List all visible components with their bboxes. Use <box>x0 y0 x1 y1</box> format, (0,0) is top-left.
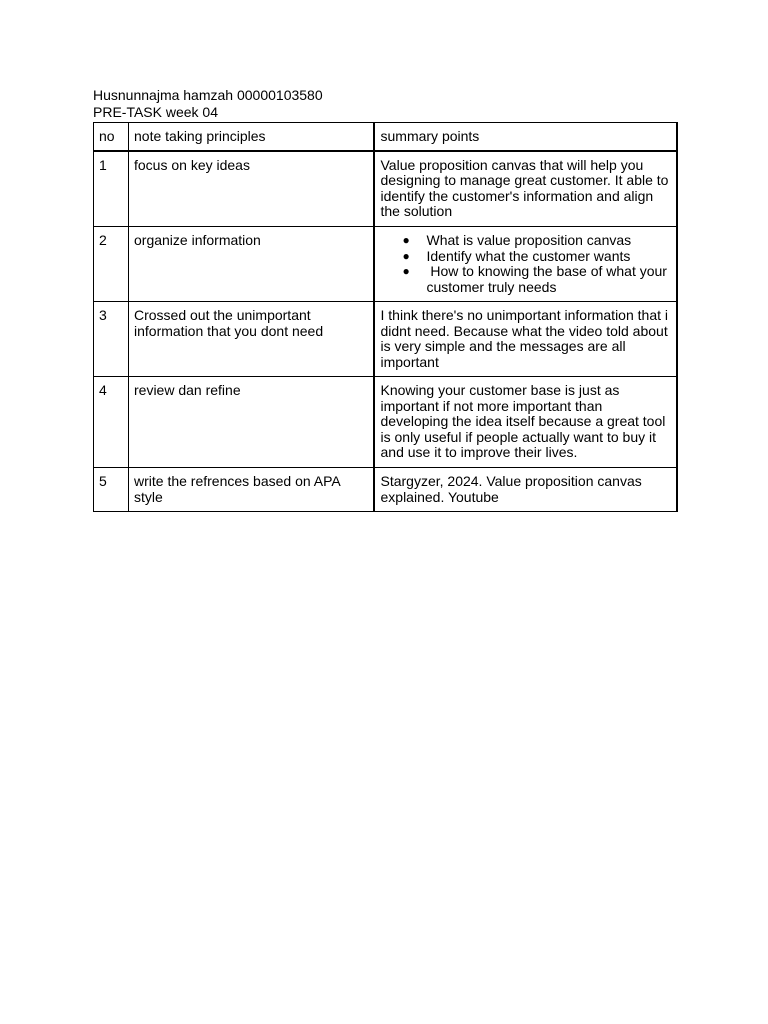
list-item: ● What is value proposition canvas <box>402 232 632 248</box>
author-line: Husnunnajma hamzah 00000103580 <box>93 87 323 103</box>
cell-principle: write the refrences based on APA style <box>129 468 374 512</box>
bullet-list <box>381 233 671 295</box>
bullet-icon: ● <box>402 264 410 278</box>
header-summary: summary points <box>374 123 677 151</box>
table-row <box>94 302 677 377</box>
cell-principle: focus on key ideas <box>129 151 374 227</box>
list-item: ● How to knowing the base of what your customer truly needs <box>402 263 671 295</box>
cell-no: 4 <box>94 377 129 468</box>
table-row <box>94 151 677 227</box>
cell-principle: organize information <box>129 227 374 302</box>
cell-summary: Stargyzer, 2024. Value proposition canvas explained. Youtube <box>374 468 677 512</box>
cell-summary: Value proposition canvas that will help you designing to manage great customer. It able to identify the customer's information and align the solution <box>374 151 677 227</box>
document-page <box>93 87 676 512</box>
table-row <box>94 468 677 512</box>
bullet-icon: ● <box>402 248 410 263</box>
cell-principle: Crossed out the unimportant information that you dont need <box>129 302 374 377</box>
cell-no: 1 <box>94 151 129 227</box>
list-item: ● Identify what the customer wants <box>402 247 631 264</box>
notes-table <box>93 122 678 512</box>
table-header-row <box>94 123 677 151</box>
table-row <box>94 377 677 468</box>
cell-summary: I think there's no unimportant information that i didnt need. Because what the video told about is very simple and the messages are all important <box>374 302 677 377</box>
header-principle: note taking principles <box>129 123 374 151</box>
header-no: no <box>94 123 129 151</box>
bullet-icon: ● <box>402 233 410 247</box>
task-line: PRE-TASK week 04 <box>93 104 219 120</box>
cell-summary-bullets <box>374 227 677 302</box>
cell-summary: Knowing your customer base is just as important if not more important than developing the idea itself because a great tool is only useful if people actually want to buy it and use it to improve their lives. <box>374 377 677 468</box>
cell-principle: review dan refine <box>129 377 374 468</box>
cell-no: 5 <box>94 468 129 512</box>
cell-no: 3 <box>94 302 129 377</box>
cell-no: 2 <box>94 227 129 302</box>
table-row <box>94 227 677 302</box>
